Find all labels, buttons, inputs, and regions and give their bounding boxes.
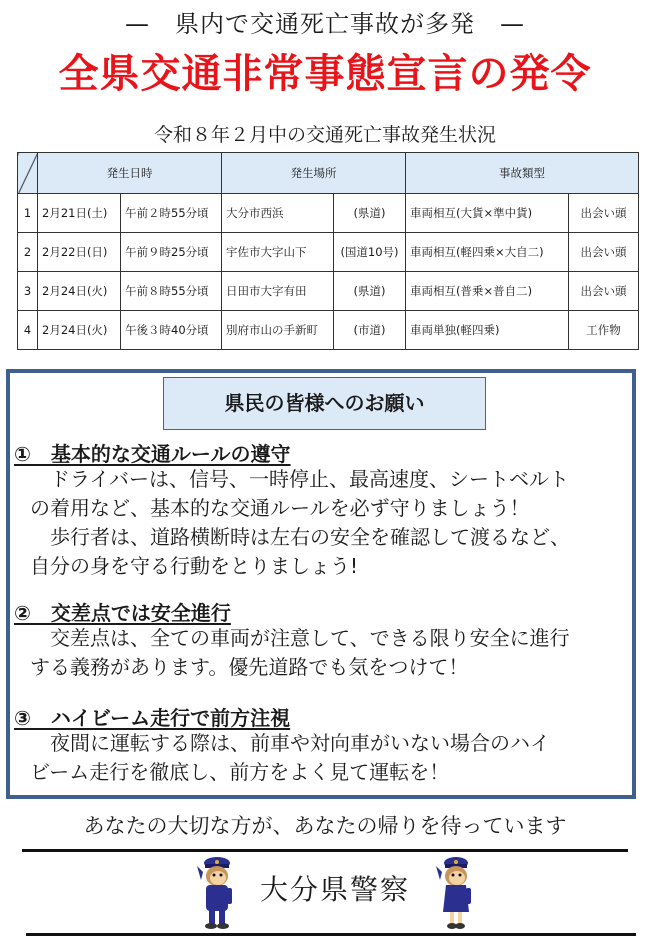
organization-name: 大分県警察 — [259, 873, 410, 906]
divider-top — [22, 849, 628, 852]
date-cell: 2月21日(土) — [38, 194, 121, 233]
body-line: ドライバーは、信号、一時停止、最高速度、シートベルト — [30, 467, 569, 491]
type-cell: 車両相互(大貨×準中貨) — [406, 194, 569, 233]
table-row — [18, 272, 639, 311]
item-body-intersection — [30, 624, 630, 682]
subtitle: — 県内で交通死亡事故が多発 — — [125, 10, 525, 38]
body-line: の着用など、基本的な交通ルールを必ず守りましょう！ — [30, 496, 530, 520]
header-datetime: 発生日時 — [38, 153, 222, 194]
page-title: 全県交通非常事態宣言の発令 — [58, 51, 592, 97]
corner-cell — [18, 153, 38, 194]
place-cell: 大分市西浜 — [222, 194, 334, 233]
road-cell: (市道) — [334, 311, 406, 350]
type-cell: 車両相互(軽四乗×大自二) — [406, 233, 569, 272]
date-cell: 2月24日(火) — [38, 272, 121, 311]
body-line: 夜間に運転する際は、前車や対向車がいない場合のハイ — [30, 731, 550, 755]
place-cell: 日田市大字有田 — [222, 272, 334, 311]
type-cell: 車両相互(普乗×普自二) — [406, 272, 569, 311]
time-cell: 午前２時55分頃 — [121, 194, 222, 233]
result-cell: 出会い頭 — [569, 233, 639, 272]
body-line: ビーム走行を徹底し、前方をよく見て運転を！ — [30, 760, 450, 784]
item-body-traffic-rules — [30, 465, 630, 581]
time-cell: 午前９時25分頃 — [121, 233, 222, 272]
table-header-row — [18, 153, 639, 194]
body-line: 自分の身を守る行動をとりましょう! — [30, 554, 359, 578]
row-number: 1 — [18, 194, 38, 233]
table-row — [18, 194, 639, 233]
date-cell: 2月22日(日) — [38, 233, 121, 272]
police-mascot-male-icon — [193, 852, 239, 932]
time-cell: 午後３時40分頃 — [121, 311, 222, 350]
road-cell: (県道) — [334, 194, 406, 233]
body-line: する義務があります。優先道路でも気をつけて！ — [30, 655, 469, 679]
item-body-high-beam — [30, 729, 630, 787]
accident-table — [17, 152, 639, 350]
header-accident-type: 事故類型 — [406, 153, 639, 194]
divider-bottom — [26, 933, 636, 936]
table-caption: 令和８年２月中の交通死亡事故発生状況 — [153, 124, 496, 146]
row-number: 4 — [18, 311, 38, 350]
result-cell: 出会い頭 — [569, 194, 639, 233]
time-cell: 午前８時55分頃 — [121, 272, 222, 311]
request-heading: 県民の皆様へのお願い — [163, 377, 486, 430]
row-number: 2 — [18, 233, 38, 272]
closing-message: あなたの大切な方が、あなたの帰りを待っています — [83, 814, 567, 838]
place-cell: 宇佐市大字山下 — [222, 233, 334, 272]
police-mascot-female-icon — [432, 852, 478, 932]
table-row — [18, 311, 639, 350]
table-row — [18, 233, 639, 272]
body-line: 交差点は、全ての車両が注意して、できる限り安全に進行 — [30, 626, 570, 650]
road-cell: (国道10号) — [334, 233, 406, 272]
road-cell: (県道) — [334, 272, 406, 311]
place-cell: 別府市山の手新町 — [222, 311, 334, 350]
row-number: 3 — [18, 272, 38, 311]
item-title-intersection: ② 交差点では安全進行 — [14, 601, 231, 625]
body-line: 歩行者は、道路横断時は左右の安全を確認して渡るなど、 — [30, 525, 570, 549]
item-title-traffic-rules: ① 基本的な交通ルールの遵守 — [14, 442, 291, 466]
header-location: 発生場所 — [222, 153, 406, 194]
date-cell: 2月24日(火) — [38, 311, 121, 350]
result-cell: 工作物 — [569, 311, 639, 350]
item-title-high-beam: ③ ハイビーム走行で前方注視 — [14, 706, 291, 730]
result-cell: 出会い頭 — [569, 272, 639, 311]
type-cell: 車両単独(軽四乗) — [406, 311, 569, 350]
